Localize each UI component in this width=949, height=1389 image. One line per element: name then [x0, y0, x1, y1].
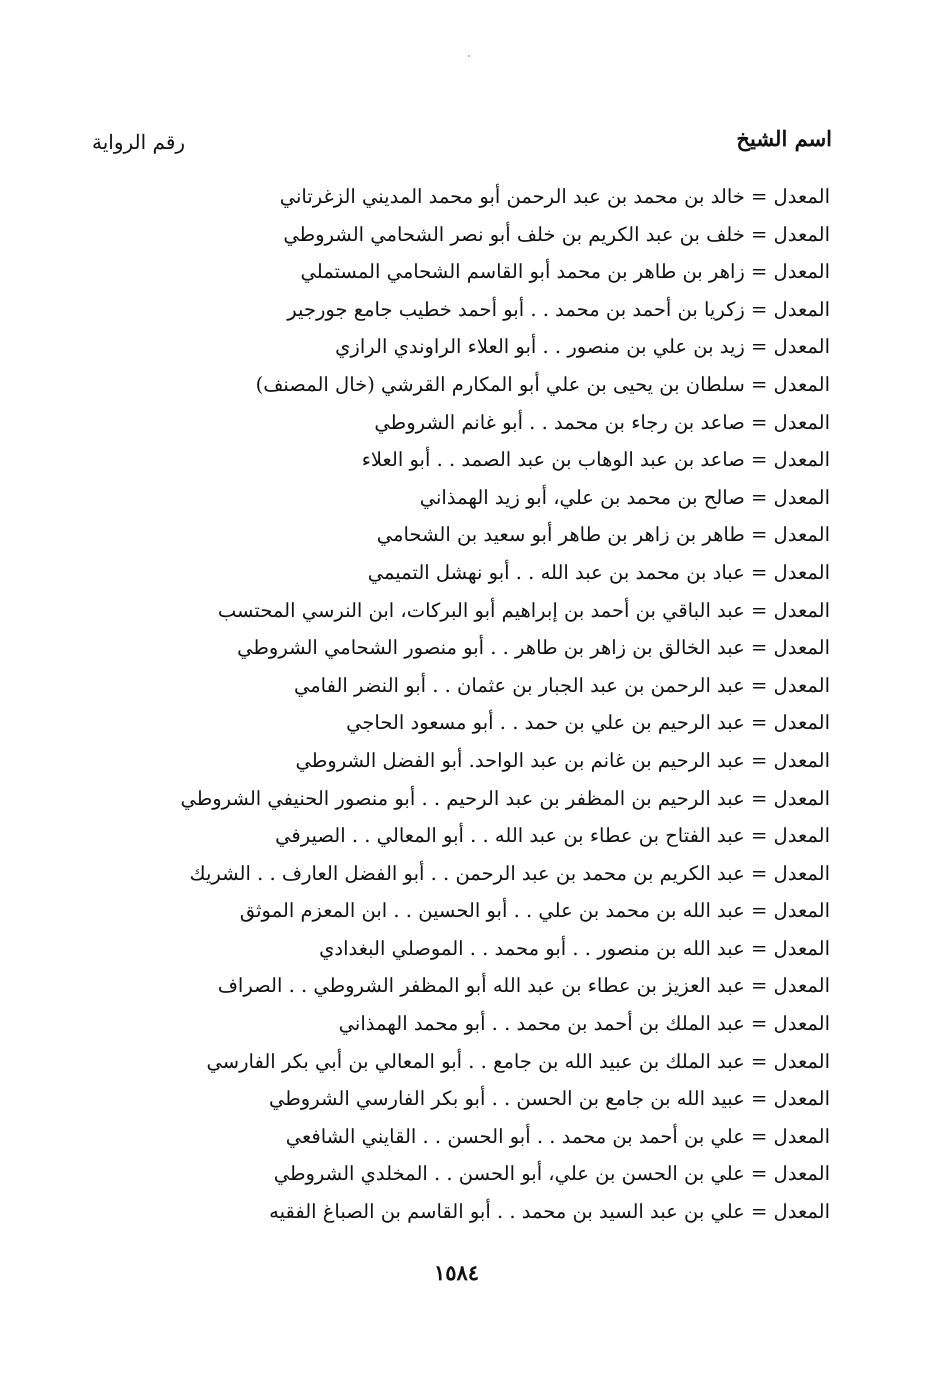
entry-line: المعدل = عبد الرحيم بن غانم بن عبد الواحد. أبو الفضل الشروطي — [295, 748, 830, 772]
entry-line: المعدل = زكريا بن أحمد بن محمد . . أبو أحمد خطيب جامع جورجير — [287, 297, 830, 321]
entry-line: المعدل = علي بن الحسن بن علي، أبو الحسن . . المخلدي الشروطي — [273, 1162, 830, 1186]
entry-line: المعدل = عبد الرحيم بن علي بن حمد . . أبو مسعود الحاجي — [346, 711, 830, 735]
scan-speck — [468, 55, 470, 57]
entry-line: المعدل = طاهر بن زاهر بن طاهر أبو سعيد بن الشحامي — [376, 523, 830, 547]
entry-line: المعدل = سلطان بن يحيى بن علي أبو المكارم القرشي (خال المصنف) — [255, 372, 830, 396]
entry-line: المعدل = عبد الباقي بن أحمد بن إبراهيم أبو البركات، ابن النرسي المحتسب — [217, 598, 830, 622]
entry-line: المعدل = علي بن أحمد بن محمد . . أبو الحسن . . القايني الشافعي — [285, 1124, 830, 1148]
entry-line: المعدل = عباد بن محمد بن عبد الله . . أبو نهشل التميمي — [367, 560, 830, 584]
entry-line: المعدل = خلف بن عبد الكريم بن خلف أبو نصر الشحامي الشروطي — [283, 222, 830, 246]
entry-line: المعدل = زاهر بن طاهر بن محمد أبو القاسم الشحامي المستملي — [300, 260, 830, 284]
entry-line: المعدل = عبد العزيز بن عطاء بن عبد الله أبو المظفر الشروطي . . الصراف — [217, 974, 830, 998]
column-title-narration-number: رقم الرواية — [92, 130, 186, 154]
entry-line: المعدل = عبد الرحمن بن عبد الجبار بن عثمان . . أبو النضر الفامي — [293, 673, 830, 697]
entry-line: المعدل = عبد الله بن محمد بن علي . . أبو الحسين . . ابن المعزم الموثق — [239, 899, 830, 923]
entry-line: المعدل = عبد الكريم بن محمد بن عبد الرحمن . . أبو الفضل العارف . . الشريك — [189, 861, 830, 885]
entry-line: المعدل = عبد الفتاح بن عطاء بن عبد الله . . أبو المعالي . . الصيرفي — [275, 824, 830, 848]
entry-line: المعدل = صاعد بن رجاء بن محمد . . أبو غانم الشروطي — [374, 410, 830, 434]
page-number: ١٥٨٤ — [433, 1260, 480, 1285]
entry-line: المعدل = عبيد الله بن جامع بن الحسن . . أبو بكر الفارسي الشروطي — [269, 1087, 830, 1111]
entry-line: المعدل = عبد الله بن منصور . . أبو محمد . . الموصلي البغدادي — [319, 936, 830, 960]
page-header — [0, 126, 949, 166]
entry-line: المعدل = علي بن عبد السيد بن محمد . . أبو القاسم بن الصباغ الفقيه — [269, 1200, 830, 1224]
page-footer — [0, 1260, 949, 1285]
entry-line: المعدل = صالح بن محمد بن علي، أبو زيد الهمذاني — [419, 485, 830, 509]
entry-line: المعدل = عبد الرحيم بن المظفر بن عبد الرحيم . . أبو منصور الحنيفي الشروطي — [180, 786, 830, 810]
entries-list — [110, 178, 830, 1231]
entry-line: المعدل = عبد الخالق بن زاهر بن طاهر . . أبو منصور الشحامي الشروطي — [237, 636, 830, 660]
entry-line: المعدل = زيد بن علي بن منصور . . أبو العلاء الراوندي الرازي — [335, 335, 830, 359]
entry-line: المعدل = عبد الملك بن عبيد الله بن جامع . . أبو المعالي بن أبي بكر الفارسي — [206, 1049, 830, 1073]
entry-line: المعدل = خالد بن محمد بن عبد الرحمن أبو محمد المديني الزغرتاني — [279, 185, 830, 208]
entry-line: المعدل = صاعد بن عبد الوهاب بن عبد الصمد . . أبو العلاء — [361, 448, 830, 472]
column-title-sheikh-name: اسم الشيخ — [736, 126, 832, 151]
entry-line: المعدل = عبد الملك بن أحمد بن محمد . . أبو محمد الهمذاني — [338, 1012, 830, 1036]
